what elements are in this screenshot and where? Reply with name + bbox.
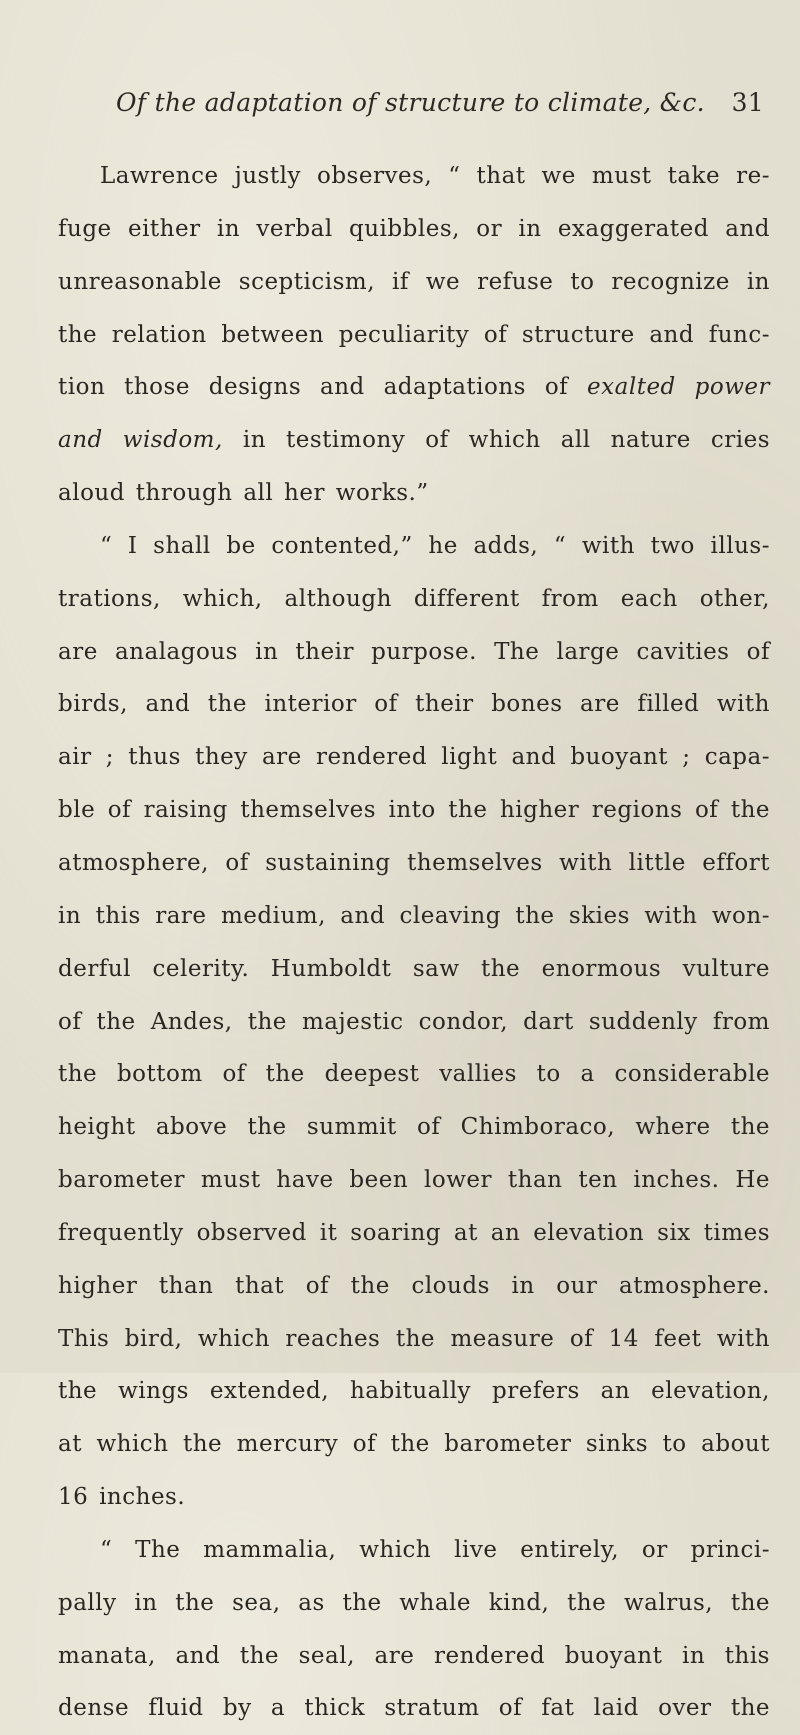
text-line: aloud through all her works.”: [58, 480, 429, 507]
text-fragment: tion those designs and adaptations of: [58, 374, 569, 401]
text-line: in this rare medium, and cleaving the skies with won-: [58, 902, 770, 929]
text-line: unreasonable scepticism, if we refuse to recognize in: [58, 268, 770, 295]
text-line: atmosphere, of sustaining themselves with little effort: [58, 849, 770, 876]
text-line: manata, and the seal, are rendered buoyant in this: [58, 1642, 770, 1669]
text-line: “ I shall be contented,” he adds, “ with two illus-: [100, 532, 770, 559]
text-line: air ; thus they are rendered light and buoyant ; capa-: [58, 744, 770, 771]
running-head-title: Of the adaptation of structure to climate, &c.: [116, 88, 705, 117]
text-line: pally in the sea, as the whale kind, the walrus, the: [58, 1589, 770, 1616]
text-fragment: in testimony of which all nature cries: [242, 427, 770, 454]
text-line: fuge either in verbal quibbles, or in exaggerated and: [58, 215, 770, 242]
italic-phrase: and wisdom,: [58, 427, 223, 454]
text-line: the relation between peculiarity of structure and func-: [58, 321, 770, 348]
running-head: [116, 88, 776, 132]
text-line: dense fluid by a thick stratum of fat laid over the: [58, 1695, 770, 1722]
text-line: barometer must have been lower than ten inches. He: [58, 1167, 770, 1194]
text-line: “ The mammalia, which live entirely, or princi-: [100, 1536, 770, 1563]
text-line: the bottom of the deepest vallies to a considerable: [58, 1061, 770, 1088]
text-line: at which the mercury of the barometer sinks to about: [58, 1431, 770, 1458]
text-line: birds, and the interior of their bones are filled with: [58, 691, 770, 718]
page-number: 31: [731, 88, 764, 117]
text-line: [58, 414, 770, 467]
text-line: height above the summit of Chimboraco, where the: [58, 1114, 770, 1141]
text-line: higher than that of the clouds in our atmosphere.: [58, 1272, 770, 1299]
body-text: [58, 150, 770, 1735]
text-line: are analagous in their purpose. The large cavities of: [58, 638, 770, 665]
text-line: This bird, which reaches the measure of 14 feet with: [58, 1325, 770, 1352]
text-line: Lawrence justly observes, “ that we must take re-: [100, 163, 770, 189]
text-line: trations, which, although different from each other,: [58, 585, 770, 612]
text-line: ble of raising themselves into the higher regions of the: [58, 797, 770, 824]
text-line: frequently observed it soaring at an elevation six times: [58, 1219, 770, 1246]
text-line: the wings extended, habitually prefers an elevation,: [58, 1378, 770, 1405]
text-line: of the Andes, the majestic condor, dart suddenly from: [58, 1008, 770, 1035]
text-line: derful celerity. Humboldt saw the enormous vulture: [58, 955, 770, 982]
text-line: 16 inches.: [58, 1484, 186, 1511]
text-line: [58, 361, 770, 414]
italic-phrase: exalted power: [587, 374, 770, 401]
